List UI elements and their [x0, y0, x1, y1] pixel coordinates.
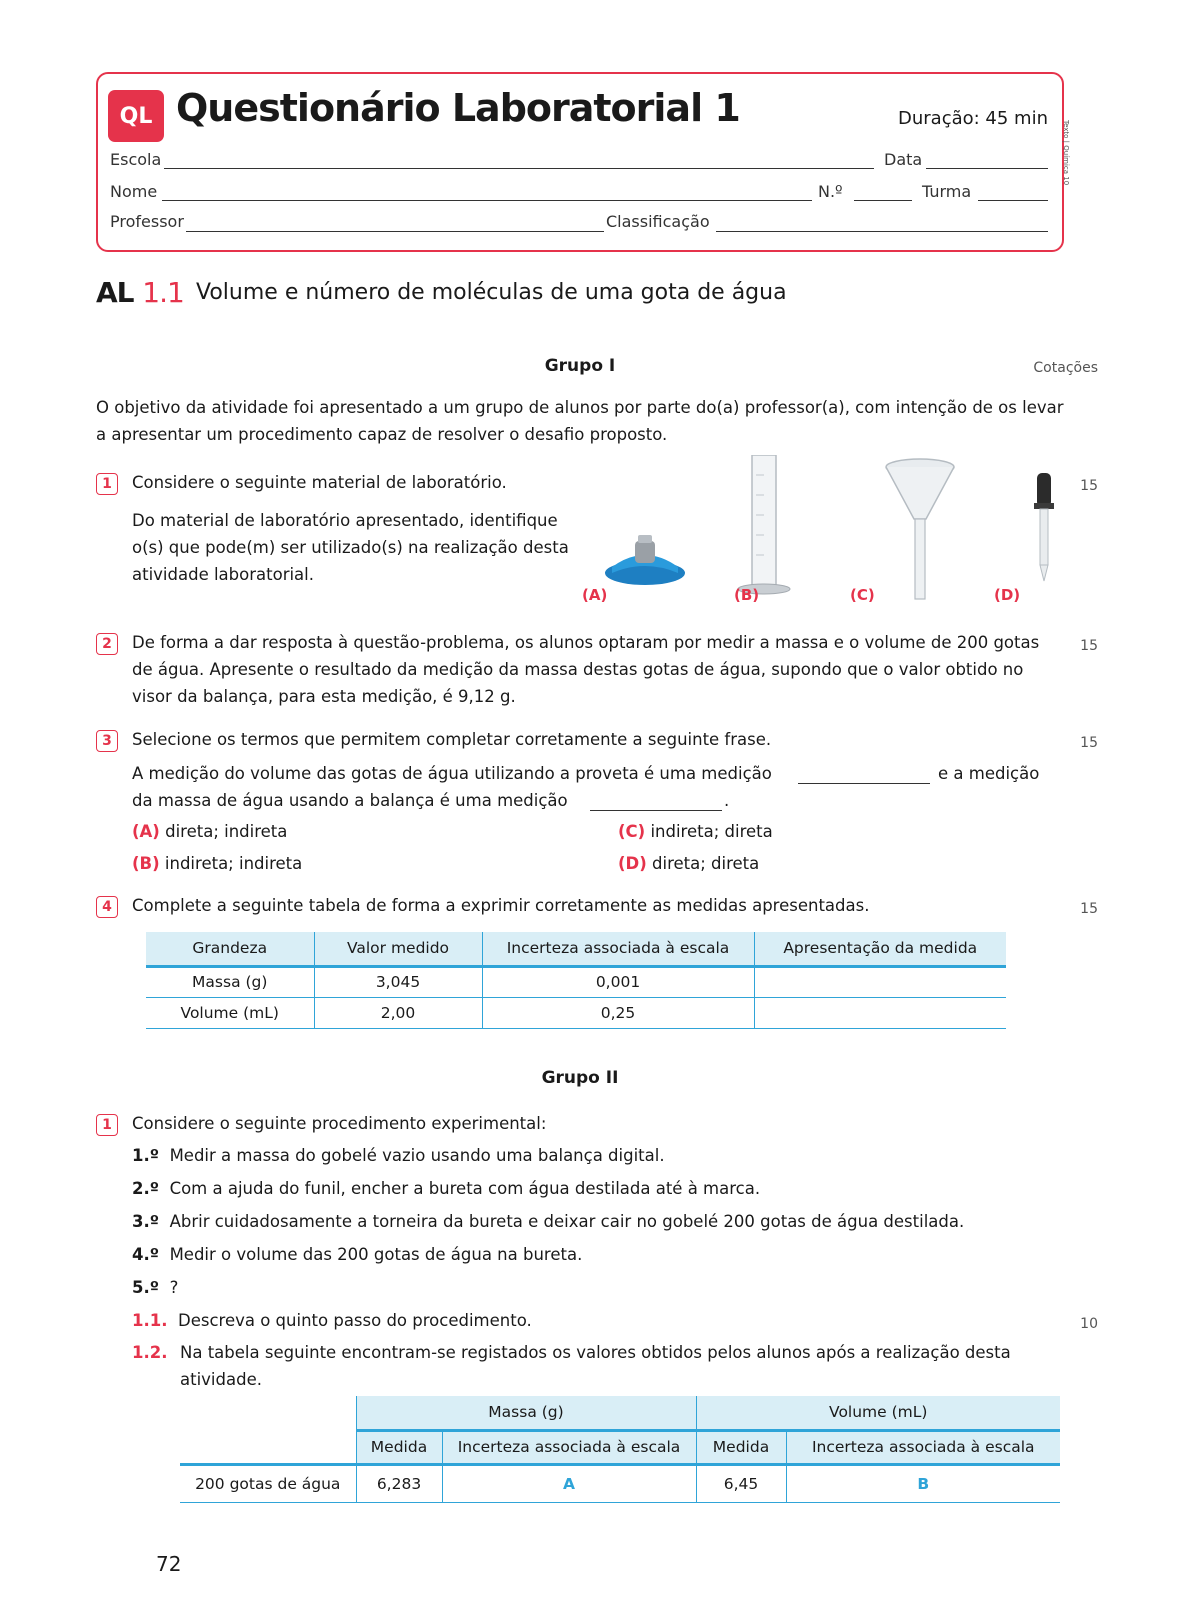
step-text: Medir o volume das 200 gotas de água na bureta. [169, 1245, 583, 1264]
image-label-d: (D) [994, 586, 1021, 604]
sub-question-1-1-points: 10 [1080, 1316, 1098, 1332]
table-header: Medida [696, 1430, 786, 1464]
group2-title: Grupo II [541, 1068, 619, 1088]
question-1-text: Considere o seguinte material de laboratório. [132, 473, 507, 492]
question-3-points: 15 [1080, 735, 1098, 751]
step-number: 2.º [132, 1179, 160, 1198]
procedure-step [132, 1175, 760, 1202]
results-table [180, 1396, 1060, 1503]
answer-cell[interactable] [754, 997, 1006, 1028]
question-4-text: Complete a seguinte tabela de forma a exprimir corretamente as medidas apresentadas. [132, 896, 870, 915]
duration: Duração: 45 min [898, 108, 1048, 129]
table-cell: Massa (g) [146, 966, 314, 997]
sub-question-number: 1.1. [132, 1311, 168, 1330]
blank-2[interactable] [590, 810, 722, 811]
number-label: N.º [818, 182, 843, 201]
table-header: Incerteza associada à escala [482, 932, 754, 966]
table-cell: 200 gotas de água [180, 1464, 356, 1502]
question-3-text: Selecione os termos que permitem completar corretamente a seguinte frase. [132, 730, 772, 749]
option-c[interactable] [618, 818, 773, 845]
option-d-letter: (D) [618, 854, 647, 873]
school-label: Escola [110, 150, 162, 169]
table-header: Incerteza associada à escala [786, 1430, 1060, 1464]
sub-question-1-1 [132, 1307, 532, 1334]
school-field[interactable] [164, 168, 874, 169]
publisher-credit: Texto | Química 10 [1062, 120, 1070, 186]
activity-number: 1.1 [142, 276, 184, 309]
option-b-text: indireta; indireta [164, 854, 303, 873]
dropper-icon [1034, 473, 1054, 581]
answer-cell[interactable] [754, 966, 1006, 997]
teacher-field[interactable] [186, 231, 604, 232]
table-cell: 2,00 [314, 997, 482, 1028]
step-text: Abrir cuidadosamente a torneira da bureta e deixar cair no gobelé 200 gotas de água destilada. [169, 1212, 965, 1231]
date-label: Data [884, 150, 923, 169]
question-number-2: 2 [96, 633, 118, 655]
image-label-b: (B) [734, 586, 760, 604]
grade-label: Classificação [606, 212, 710, 231]
question-3-sentence-part-a: A medição do volume das gotas de água utilizando a proveta é uma medição [132, 764, 772, 783]
cotacoes-label: Cotações [1033, 360, 1098, 376]
activity-title: Volume e número de moléculas de uma gota de água [196, 280, 787, 305]
sub-question-1-2-text: Na tabela seguinte encontram-se registados os valores obtidos pelos alunos após a realização desta atividade. [180, 1343, 1011, 1389]
measurements-table [146, 932, 1006, 1029]
question-3-sentence-end: . [724, 791, 730, 810]
lab-equipment-illustrations [600, 455, 1060, 605]
question-1-points: 15 [1080, 478, 1098, 494]
table-header: Apresentação da medida [754, 932, 1006, 966]
funnel-icon [886, 459, 954, 599]
page-number: 72 [156, 1552, 182, 1576]
option-b[interactable] [132, 850, 302, 877]
table-header-empty [180, 1396, 356, 1430]
option-d[interactable] [618, 850, 759, 877]
table-header-empty [180, 1430, 356, 1464]
question-2-text: De forma a dar resposta à questão-problema, os alunos optaram por medir a massa e o volume de 200 gotas de água. Apresente o resultado da medição da massa destas gotas de água, supondo que o valor obtido no visor da balança, para esta medição, é 9,12 g. [132, 633, 1040, 706]
procedure-step [132, 1241, 582, 1268]
table-row [146, 997, 1006, 1028]
table-header: Incerteza associada à escala [442, 1430, 696, 1464]
activity-code-prefix: AL [96, 276, 134, 309]
step-number: 1.º [132, 1146, 160, 1165]
option-d-text: direta; direta [652, 854, 760, 873]
class-field[interactable] [978, 200, 1048, 201]
ql-badge: QL [108, 90, 164, 142]
group1-title: Grupo I [544, 356, 616, 376]
table-cell: 3,045 [314, 966, 482, 997]
question-number-1: 1 [96, 473, 118, 495]
step-number: 5.º [132, 1278, 160, 1297]
table-header: Grandeza [146, 932, 314, 966]
step-number: 4.º [132, 1245, 160, 1264]
procedure-step [132, 1142, 665, 1169]
step-text: Medir a massa do gobelé vazio usando uma balança digital. [169, 1146, 665, 1165]
table-header: Valor medido [314, 932, 482, 966]
class-label: Turma [922, 182, 972, 201]
question-1-subtext: Do material de laboratório apresentado, identifique o(s) que pode(m) ser utilizado(s) na realização desta atividade laboratorial. [132, 511, 569, 584]
pipette-bulb-icon [605, 535, 685, 585]
question-3-sentence-part-c: da massa de água usando a balança é uma medição [132, 791, 568, 810]
table-cell: 0,001 [482, 966, 754, 997]
procedure-step [132, 1208, 964, 1235]
number-field[interactable] [854, 200, 912, 201]
g2-question-1-text: Considere o seguinte procedimento experimental: [132, 1114, 547, 1133]
question-2-points: 15 [1080, 638, 1098, 654]
teacher-label: Professor [110, 212, 184, 231]
option-c-letter: (C) [618, 822, 646, 841]
option-a-letter: (A) [132, 822, 160, 841]
table-cell: 6,45 [696, 1464, 786, 1502]
question-number-g2-1: 1 [96, 1114, 118, 1136]
graduated-cylinder-icon [738, 455, 790, 594]
image-label-a: (A) [582, 586, 608, 604]
table-row [146, 966, 1006, 997]
table-row [180, 1464, 1060, 1502]
date-field[interactable] [926, 168, 1048, 169]
table-group-header: Volume (mL) [696, 1396, 1060, 1430]
option-a-text: direta; indireta [165, 822, 288, 841]
blank-1[interactable] [798, 783, 930, 784]
step-text: Com a ajuda do funil, encher a bureta com água destilada até à marca. [169, 1179, 761, 1198]
option-a[interactable] [132, 818, 287, 845]
name-label: Nome [110, 182, 158, 201]
question-4-points: 15 [1080, 901, 1098, 917]
image-label-c: (C) [850, 586, 875, 604]
answer-cell-b[interactable]: B [786, 1464, 1060, 1502]
option-c-text: indireta; direta [650, 822, 773, 841]
table-cell: Volume (mL) [146, 997, 314, 1028]
group1-intro: O objetivo da atividade foi apresentado a um grupo de alunos por parte do(a) professor(a), com intenção de os levar a apresentar um procedimento capaz de resolver o desafio proposto. [96, 398, 1064, 444]
table-cell: 6,283 [356, 1464, 442, 1502]
answer-cell-a[interactable]: A [442, 1464, 696, 1502]
grade-field[interactable] [716, 231, 1048, 232]
activity-code [96, 276, 184, 309]
name-field[interactable] [162, 200, 812, 201]
table-header: Medida [356, 1430, 442, 1464]
procedure-step [132, 1274, 178, 1301]
question-number-3: 3 [96, 730, 118, 752]
option-b-letter: (B) [132, 854, 160, 873]
question-3-sentence-part-b: e a medição [938, 764, 1040, 783]
table-cell: 0,25 [482, 997, 754, 1028]
table-group-header: Massa (g) [356, 1396, 696, 1430]
step-text: ? [169, 1278, 179, 1297]
sub-question-number: 1.2. [132, 1343, 168, 1362]
document-title: Questionário Laboratorial 1 [176, 86, 740, 130]
step-number: 3.º [132, 1212, 160, 1231]
sub-question-1-2-number [132, 1339, 172, 1366]
question-number-4: 4 [96, 896, 118, 918]
sub-question-text: Descreva o quinto passo do procedimento. [178, 1311, 532, 1330]
